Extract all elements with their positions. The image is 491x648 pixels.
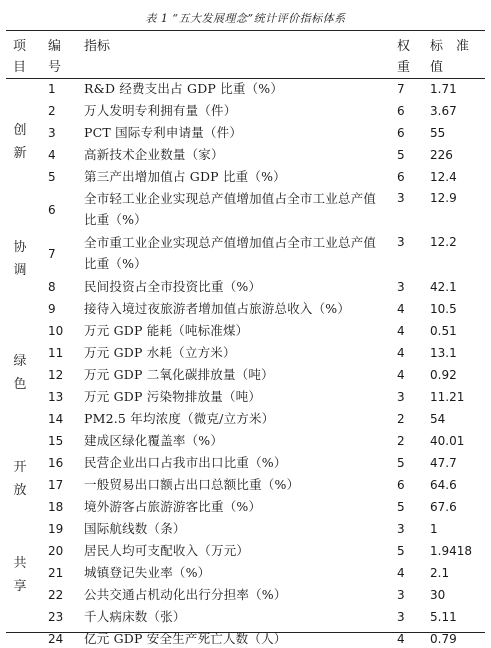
- indicator-name: 城镇登记失业率（%）: [84, 565, 211, 580]
- header-category-1: 项: [13, 39, 27, 54]
- standard-value: 226: [430, 148, 453, 162]
- weight-value: 5: [397, 500, 405, 514]
- row-number: 15: [48, 434, 64, 448]
- weight-value: 7: [397, 82, 405, 96]
- standard-value: 0.79: [430, 632, 457, 646]
- weight-value: 4: [397, 632, 405, 646]
- category-coordination-2: 调: [13, 263, 27, 278]
- row-number: 9: [48, 302, 56, 316]
- indicator-name: 全市轻工业企业实现总产值增加值占全市工业总产值比重（%）: [84, 191, 377, 227]
- row-number: 7: [48, 247, 56, 261]
- row-number: 19: [48, 522, 64, 536]
- weight-value: 5: [397, 544, 405, 558]
- row-number: 11: [48, 346, 64, 360]
- indicator-name: 万人发明专利拥有量（件）: [84, 103, 237, 118]
- indicator-name: 建成区绿化覆盖率（%）: [84, 433, 224, 448]
- top-rule: [6, 30, 485, 31]
- indicator-name: 万元 GDP 污染物排放量（吨）: [84, 389, 262, 404]
- standard-value: 30: [430, 588, 446, 602]
- indicator-name: 高新技术企业数量（家）: [84, 147, 224, 162]
- indicator-name: PCT 国际专利申请量（件）: [84, 125, 243, 140]
- row-number: 16: [48, 456, 64, 470]
- weight-value: 4: [397, 346, 405, 360]
- indicator-name: 亿元 GDP 安全生产死亡人数（人）: [84, 631, 287, 646]
- standard-value: 40.01: [430, 434, 465, 448]
- standard-value: 10.5: [430, 302, 457, 316]
- category-coordination-1: 协: [13, 240, 27, 255]
- standard-value: 12.9: [430, 191, 457, 205]
- standard-value: 11.21: [430, 390, 465, 404]
- row-number: 3: [48, 126, 56, 140]
- header-rule: [6, 78, 485, 79]
- row-number: 23: [48, 610, 64, 624]
- weight-value: 6: [397, 104, 405, 118]
- row-number: 20: [48, 544, 64, 558]
- weight-value: 5: [397, 456, 405, 470]
- indicator-name: R&D 经费支出占 GDP 比重（%）: [84, 81, 284, 96]
- standard-value: 0.51: [430, 324, 457, 338]
- bottom-rule: [6, 632, 485, 633]
- indicator-name: 千人病床数（张）: [84, 609, 186, 624]
- row-number: 8: [48, 280, 56, 294]
- weight-value: 4: [397, 324, 405, 338]
- indicator-name: PM2.5 年均浓度（微克/立方米）: [84, 411, 275, 426]
- indicator-name: 民间投资占全市投资比重（%）: [84, 279, 262, 294]
- header-weight-1: 权: [397, 39, 411, 54]
- row-number: 24: [48, 632, 64, 646]
- weight-value: 3: [397, 280, 405, 294]
- weight-value: 3: [397, 235, 405, 249]
- header-no-1: 编: [48, 39, 62, 54]
- row-number: 12: [48, 368, 64, 382]
- weight-value: 3: [397, 522, 405, 536]
- category-green-2: 色: [13, 377, 27, 392]
- header-weight-2: 重: [397, 60, 411, 75]
- weight-value: 6: [397, 126, 405, 140]
- indicator-name: 一般贸易出口额占出口总额比重（%）: [84, 477, 300, 492]
- row-number: 17: [48, 478, 64, 492]
- row-number: 13: [48, 390, 64, 404]
- standard-value: 5.11: [430, 610, 457, 624]
- indicator-name: 第三产出增加值占 GDP 比重（%）: [84, 169, 286, 184]
- standard-value: 12.2: [430, 235, 457, 249]
- category-sharing-2: 享: [13, 579, 27, 594]
- row-number: 10: [48, 324, 64, 338]
- standard-value: 54: [430, 412, 446, 426]
- standard-value: 67.6: [430, 500, 457, 514]
- standard-value: 1: [430, 522, 438, 536]
- row-number: 4: [48, 148, 56, 162]
- category-green-1: 绿: [13, 354, 27, 369]
- weight-value: 6: [397, 478, 405, 492]
- category-sharing-1: 共: [13, 556, 27, 571]
- standard-value: 3.67: [430, 104, 457, 118]
- row-number: 5: [48, 170, 56, 184]
- row-number: 1: [48, 82, 56, 96]
- weight-value: 3: [397, 390, 405, 404]
- weight-value: 3: [397, 588, 405, 602]
- weight-value: 2: [397, 434, 405, 448]
- weight-value: 5: [397, 148, 405, 162]
- row-number: 21: [48, 566, 64, 580]
- standard-value: 1.71: [430, 82, 457, 96]
- standard-value: 13.1: [430, 346, 457, 360]
- header-standard-1: 标 准: [430, 39, 470, 54]
- category-innovation-2: 新: [13, 146, 27, 161]
- header-indicator: 指标: [84, 39, 111, 54]
- table-caption: 表 1 “五大发展理念”统计评价指标体系: [145, 12, 346, 25]
- standard-value: 12.4: [430, 170, 457, 184]
- standard-value: 64.6: [430, 478, 457, 492]
- indicator-name: 接待入境过夜旅游者增加值占旅游总收入（%）: [84, 301, 351, 316]
- header-standard-2: 值: [430, 60, 444, 75]
- indicator-name: 居民人均可支配收入（万元）: [84, 543, 250, 558]
- category-openness-1: 开: [13, 460, 27, 475]
- indicator-name: 万元 GDP 水耗（立方米）: [84, 345, 236, 360]
- weight-value: 3: [397, 610, 405, 624]
- indicator-name: 万元 GDP 能耗（吨标准煤）: [84, 323, 249, 338]
- standard-value: 2.1: [430, 566, 450, 580]
- row-number: 2: [48, 104, 56, 118]
- header-category-2: 目: [13, 60, 27, 75]
- indicator-name: 民营企业出口占我市出口比重（%）: [84, 455, 287, 470]
- indicator-name: 万元 GDP 二氧化碳排放量（吨）: [84, 367, 274, 382]
- row-number: 18: [48, 500, 64, 514]
- indicator-name: 境外游客占旅游游客比重（%）: [84, 499, 262, 514]
- weight-value: 2: [397, 412, 405, 426]
- standard-value: 1.9418: [430, 544, 472, 558]
- weight-value: 6: [397, 170, 405, 184]
- indicator-name: 国际航线数（条）: [84, 521, 186, 536]
- indicator-name: 全市重工业企业实现总产值增加值占全市工业总产值比重（%）: [84, 235, 377, 271]
- standard-value: 47.7: [430, 456, 457, 470]
- standard-value: 0.92: [430, 368, 457, 382]
- standard-value: 42.1: [430, 280, 457, 294]
- standard-value: 55: [430, 126, 446, 140]
- category-openness-2: 放: [13, 483, 27, 498]
- weight-value: 4: [397, 302, 405, 316]
- weight-value: 3: [397, 191, 405, 205]
- weight-value: 4: [397, 368, 405, 382]
- header-no-2: 号: [48, 60, 62, 75]
- row-number: 14: [48, 412, 64, 426]
- row-number: 6: [48, 203, 56, 217]
- category-innovation-1: 创: [13, 123, 27, 138]
- row-number: 22: [48, 588, 64, 602]
- weight-value: 4: [397, 566, 405, 580]
- indicator-name: 公共交通占机动化出行分担率（%）: [84, 587, 287, 602]
